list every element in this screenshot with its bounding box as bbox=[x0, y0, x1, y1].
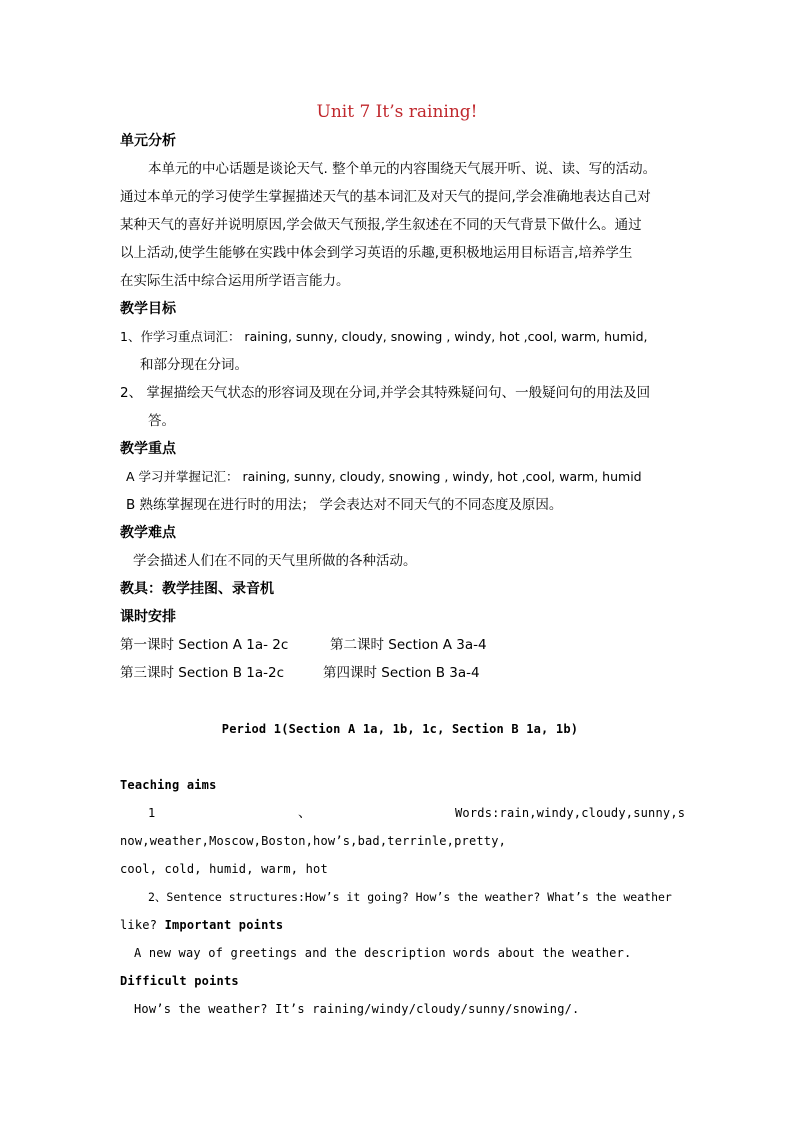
aim-2-line-2-text: like? bbox=[120, 918, 165, 932]
schedule-heading: 课时安排 bbox=[120, 609, 176, 625]
difficult-points-heading: Difficult points bbox=[120, 974, 239, 988]
objective-1-line-1: 1、作学习重点词汇： raining, sunny, cloudy, snowing , windy, hot ,cool, warm, humid, bbox=[120, 329, 648, 344]
teaching-aims-heading: Teaching aims bbox=[120, 778, 217, 792]
unit-analysis-line-4: 以上活动,使学生能够在实践中体会到学习英语的乐趣,更积极地运用目标语言,培养学生 bbox=[120, 245, 633, 261]
aim-1-words: Words:rain,windy,cloudy,sunny,s bbox=[455, 806, 686, 820]
aim-1-words-line-2: now,weather,Moscow,Boston,how’s,bad,terrinle,pretty, bbox=[120, 834, 507, 848]
schedule-period-2: 第二课时 Section A 3a-4 bbox=[330, 637, 487, 653]
document-title: Unit 7 It’s raining! bbox=[316, 102, 478, 122]
difficulty-text: 学会描述人们在不同的天气里所做的各种活动。 bbox=[133, 553, 417, 569]
key-point-b: B 熟练掌握现在进行时的用法； 学会表达对不同天气的不同态度及原因。 bbox=[126, 497, 563, 513]
teaching-tools: 教具：教学挂图、录音机 bbox=[120, 581, 274, 597]
aim-1-words-line-3: cool, cold, humid, warm, hot bbox=[120, 862, 328, 876]
unit-analysis-line-1: 本单元的中心话题是谈论天气. 整个单元的内容围绕天气展开听、说、读、写的活动。 bbox=[148, 161, 657, 177]
schedule-period-4: 第四课时 Section B 3a-4 bbox=[323, 665, 480, 681]
objectives-heading: 教学目标 bbox=[120, 301, 176, 317]
objective-2-line-2: 答。 bbox=[148, 413, 175, 429]
aim-2-line-1: 2、Sentence structures:How’s it going? How’s the weather? What’s the weather bbox=[148, 890, 672, 904]
schedule-period-1: 第一课时 Section A 1a- 2c bbox=[120, 637, 289, 653]
objective-1-line-2: 和部分现在分词。 bbox=[140, 357, 248, 373]
objective-2-line-1: 2、 掌握描绘天气状态的形容词及现在分词,并学会其特殊疑问句、一般疑问句的用法及回 bbox=[120, 385, 651, 401]
difficult-points-text: How’s the weather? It’s raining/windy/cloudy/sunny/snowing/. bbox=[134, 1002, 580, 1016]
aim-1-number: 1 bbox=[148, 806, 156, 820]
period-title: Period 1(Section A 1a, 1b, 1c, Section B 1a, 1b) bbox=[221, 722, 579, 736]
unit-analysis-heading: 单元分析 bbox=[120, 133, 176, 149]
unit-analysis-line-5: 在实际生活中综合运用所学语言能力。 bbox=[120, 273, 350, 289]
difficulty-heading: 教学难点 bbox=[120, 525, 176, 541]
key-point-a: A 学习并掌握记汇： raining, sunny, cloudy, snowing , windy, hot ,cool, warm, humid bbox=[126, 469, 642, 484]
important-points-heading: Important points bbox=[164, 918, 284, 932]
key-points-heading: 教学重点 bbox=[120, 441, 176, 457]
aim-1-separator: 、 bbox=[298, 805, 312, 821]
unit-analysis-line-3: 某种天气的喜好并说明原因,学会做天气预报,学生叙述在不同的天气背景下做什么。通过 bbox=[120, 217, 642, 233]
aim-2-line-2 bbox=[120, 911, 680, 939]
important-points-text: A new way of greetings and the description words about the weather. bbox=[134, 946, 632, 960]
unit-analysis-line-2: 通过本单元的学习使学生掌握描述天气的基本词汇及对天气的提问,学会准确地表达自己对 bbox=[120, 189, 651, 205]
schedule-period-3: 第三课时 Section B 1a-2c bbox=[120, 665, 285, 681]
